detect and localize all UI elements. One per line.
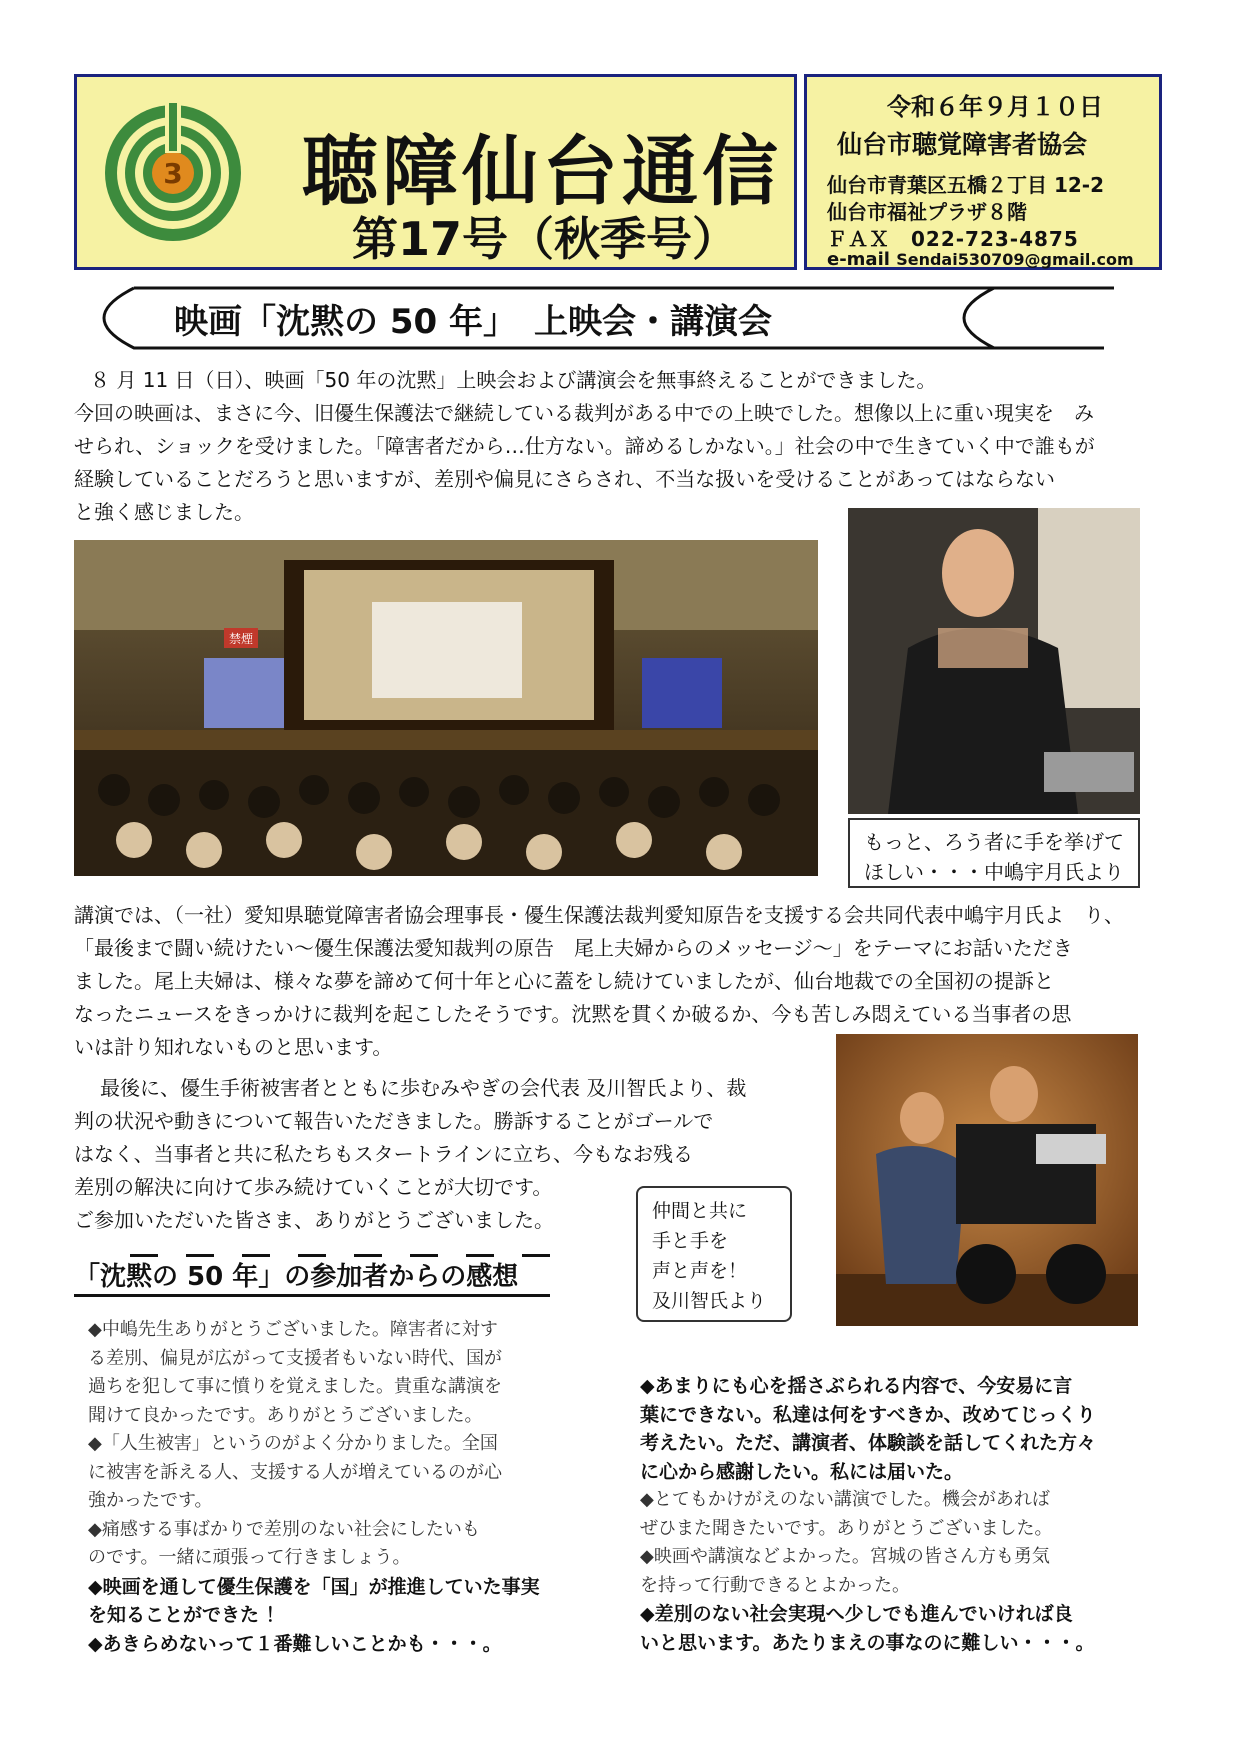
comment-line: 考えたい。ただ、講演者、体験談を話してくれた方々 [640, 1432, 1097, 1454]
email-address[interactable]: Sendai530709@gmail.com [896, 250, 1134, 269]
comment-line: ぜひまた聞きたいです。ありがとうございました。 [640, 1517, 1053, 1539]
comment-line: 過ちを犯して事に憤りを覚えました。貴重な講演を [88, 1376, 502, 1397]
closing-line: はなく、当事者と共に私たちもスタートラインに立ち、今もなお残る [74, 1142, 693, 1166]
intro-line: 今回の映画は、まさに今、旧優生保護法で継続している裁判がある中での上映でした。想像以上に重い現実を み [74, 401, 1094, 425]
association-logo-icon [103, 103, 243, 243]
comments-heading: 「沈黙の 50 年」の参加者からの感想 [74, 1262, 519, 1292]
heading-underline [74, 1294, 550, 1297]
masthead [74, 74, 1162, 274]
comment-line: ◆中嶋先生ありがとうございました。障害者に対す [88, 1319, 498, 1340]
lecture-hall-photo [74, 540, 818, 876]
comment-line: ◆あまりにも心を揺さぶられる内容で、今安易に言 [640, 1375, 1073, 1397]
caption-line: もっと、ろう者に手を挙げて [864, 830, 1124, 854]
comment-line: ◆とてもかけがえのない講演でした。機会があれば [640, 1489, 1050, 1510]
headline-banner [74, 282, 1164, 354]
talk-line: 「最後まで闘い続けたい～優生保護法愛知裁判の原告 尾上夫婦からのメッセージ～」をテーマにお話いただき [74, 936, 1073, 960]
comment-line: ◆あきらめないって１番難しいことかも・・・。 [88, 1632, 502, 1655]
caption-line: ほしい・・・中嶋宇月氏より [864, 860, 1124, 884]
intro-line: せられ、ショックを受けました。「障害者だから…仕方ない。諦めるしかない。」社会の中で生きていく中で誰もが [74, 434, 1095, 458]
talk-line: なったニュースをきっかけに裁判を起こしたそうです。沈黙を貫くか破るか、今も苦しみ悶えている当事者の思 [74, 1002, 1072, 1026]
talk-line: ました。尾上夫婦は、様々な夢を諦めて何十年と心に蓋をし続けていましたが、仙台地裁での全国初の提訴と [74, 969, 1054, 993]
publisher-info-box [804, 74, 1162, 270]
talk-line: いは計り知れないものと思います。 [74, 1035, 393, 1059]
address-line-1: 仙台市青葉区五橋２丁目 12-2 [827, 173, 1105, 197]
talk-line: 講演では、（一社）愛知県聴覚障害者協会理事長・優生保護法裁判愛知原告を支援する会共同代表中嶋宇月氏よ り、 [74, 903, 1124, 927]
intro-line: と強く感じました。 [74, 500, 254, 524]
comment-line: のです。一緒に頑張って行きましょう。 [88, 1547, 411, 1568]
issue-number: 第17号（秋季号） [352, 212, 739, 266]
caption-line: 手と手を [652, 1230, 729, 1252]
comment-line: いと思います。あたりまえの事なのに難しい・・・。 [640, 1631, 1095, 1654]
logo-mark: 3 [163, 157, 183, 190]
comment-line: 強かったです。 [88, 1490, 213, 1511]
comment-line: ◆「人生被害」というのがよく分かりました。全国 [88, 1433, 498, 1454]
caption-line: 及川智氏より [652, 1290, 767, 1312]
closing-line: 差別の解決に向けて歩み続けていくことが大切です。 [74, 1175, 553, 1199]
comment-line: ◆映画や講演などよかった。宮城の皆さん方も勇気 [640, 1546, 1050, 1567]
comment-line: 聞けて良かったです。ありがとうございました。 [88, 1404, 483, 1426]
comment-line: を持って行動できるとよかった。 [640, 1574, 910, 1596]
comment-line: に被害を訴える人、支援する人が増えているのが心 [88, 1461, 502, 1483]
closing-line: 最後に、優生手術被害者とともに歩むみやぎの会代表 及川智氏より、裁 [100, 1076, 747, 1100]
headline-title: 映画「沈黙の 50 年」 上映会・講演会 [174, 302, 772, 342]
caption-line: 仲間と共に [652, 1200, 748, 1222]
closing-line: ご参加いただいた皆さま、ありがとうございました。 [74, 1208, 554, 1232]
email-label: e-mail [827, 249, 890, 270]
wheelchair-caption [636, 1186, 792, 1322]
publish-date: 令和６年９月１０日 [887, 93, 1103, 121]
intro-line: 経験していることだろうと思いますが、差別や偏見にさらされ、不当な扱いを受けることがあってはならない [74, 467, 1055, 491]
address-line-2: 仙台市福祉プラザ８階 [827, 200, 1027, 224]
comment-line: に心から感謝したい。私には届いた。 [640, 1460, 964, 1483]
comment-line: ◆痛感する事ばかりで差別のない社会にしたいも [88, 1518, 480, 1540]
comment-line: ◆映画を通して優生保護を「国」が推進していた事実 [88, 1575, 540, 1598]
comment-line: る差別、偏見が広がって支援者もいない時代、国が [88, 1347, 502, 1369]
speaker-photo [848, 508, 1140, 814]
comment-line: 葉にできない。私達は何をすべきか、改めてじっくり [640, 1403, 1096, 1426]
intro-line: ８ 月 11 日（日）、映画「50 年の沈黙」上映会および講演会を無事終えることができました。 [90, 368, 937, 392]
title-box [74, 74, 797, 270]
closing-line: 判の状況や動きについて報告いただきました。勝訴することがゴールで [74, 1109, 714, 1133]
speaker-caption [848, 818, 1140, 888]
comment-line: を知ることができた ！ [88, 1604, 285, 1626]
fax-number: ＦＡＸ 022-723-4875 [827, 227, 1079, 251]
newsletter-title: 聴障仙台通信 [302, 127, 782, 216]
caption-line: 声と声を！ [652, 1260, 748, 1282]
wheelchair-speaker-photo [836, 1034, 1138, 1326]
comment-line: ◆差別のない社会実現へ少しでも進んでいければ良 [640, 1603, 1073, 1625]
organization-name: 仙台市聴覚障害者協会 [837, 130, 1088, 159]
email-line [827, 249, 1134, 270]
no-smoking-sign: 禁煙 [228, 632, 254, 646]
